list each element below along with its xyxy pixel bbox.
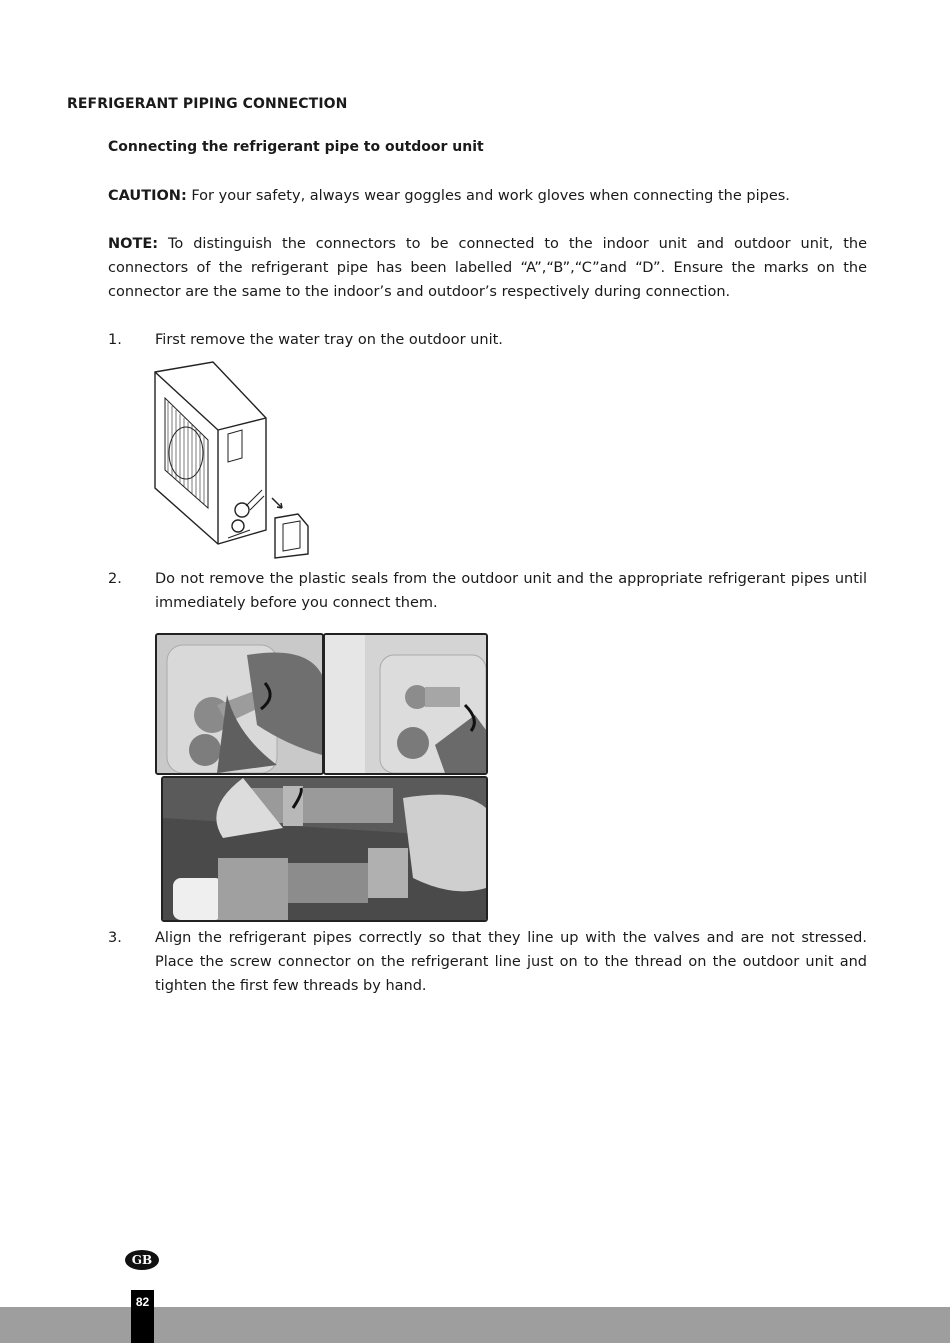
note-text: To distinguish the connectors to be connected to the indoor unit and outdoor unit, the connectors of the refrigerant pipe has been labelled “A”,“B”,“C”and “D”. Ensure the marks on the connector are the same to the indoor’s and outdoor’s respectively during connection.: [108, 236, 867, 300]
subsection-title: Connecting the refrigerant pipe to outdoor unit: [108, 139, 484, 155]
note-label: NOTE:: [108, 236, 159, 252]
section-title: REFRIGERANT PIPING CONNECTION: [67, 96, 348, 112]
step-number: 3.: [108, 930, 122, 946]
caution-text: For your safety, always wear goggles and work gloves when connecting the pipes.: [186, 188, 790, 204]
caution-label: CAUTION:: [108, 188, 187, 204]
photo-remove-seal-right: [323, 633, 488, 775]
photo-remove-seal-left: [155, 633, 324, 775]
step-number: 1.: [108, 332, 122, 348]
step-number: 2.: [108, 571, 122, 587]
photo-connect-pipe: [161, 776, 488, 922]
outdoor-unit-illustration: [150, 358, 330, 564]
language-badge: GB: [125, 1250, 159, 1270]
step-text: Align the refrigerant pipes correctly so that they line up with the valves and are not stressed. Place the screw connector on the refrigerant line just on to the thread on the outdoor unit and tighten the first few threads by hand.: [155, 930, 867, 994]
step-text: First remove the water tray on the outdoor unit.: [155, 332, 503, 348]
note-paragraph: [108, 232, 867, 304]
step-text: Do not remove the plastic seals from the outdoor unit and the appropriate refrigerant pipes until immediately before you connect them.: [155, 571, 867, 611]
caution-paragraph: [108, 184, 867, 208]
page-number: 82: [135, 1295, 150, 1309]
